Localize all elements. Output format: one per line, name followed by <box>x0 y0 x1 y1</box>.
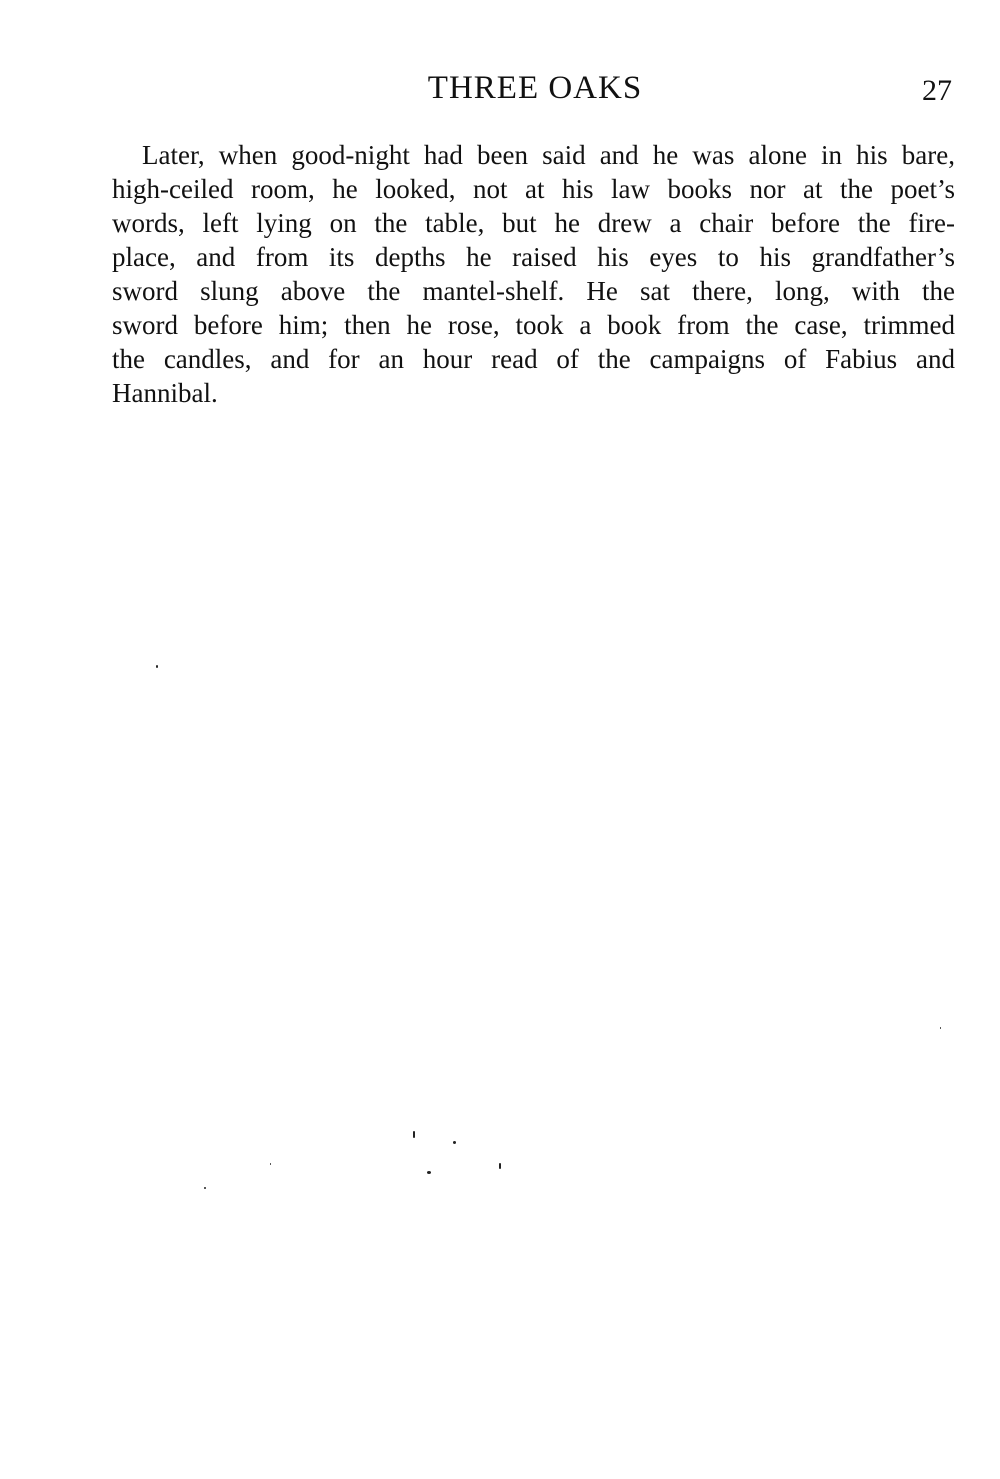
scan-speck <box>270 1163 271 1165</box>
scan-speck <box>156 665 158 668</box>
paragraph-line: Hannibal. <box>112 378 218 408</box>
scan-speck <box>453 1141 456 1144</box>
paragraph-line: sword slung above the mantel-shelf. He sat there, long, with the <box>112 276 955 306</box>
scan-speck <box>940 1027 941 1029</box>
paragraph-line: words, left lying on the table, but he drew a chair before the fire- <box>112 208 955 238</box>
paragraph-line: place, and from its depths he raised his eyes to his grandfather’s <box>112 242 955 272</box>
running-title: THREE OAKS <box>427 70 643 106</box>
page-number: 27 <box>922 74 952 107</box>
paragraph-line: Later, when good-night had been said and he was alone in his bare, <box>142 140 955 170</box>
scan-speck <box>413 1131 415 1138</box>
scan-speck <box>427 1171 431 1174</box>
body-paragraph <box>112 138 955 410</box>
scan-speck <box>204 1187 206 1189</box>
paragraph-line: the candles, and for an hour read of the campaigns of Fabius and <box>112 344 955 374</box>
scan-speck <box>499 1163 501 1169</box>
paragraph-line: high-ceiled room, he looked, not at his law books nor at the poet’s <box>112 174 955 204</box>
paragraph-line: sword before him; then he rose, took a book from the case, trimmed <box>112 310 955 340</box>
